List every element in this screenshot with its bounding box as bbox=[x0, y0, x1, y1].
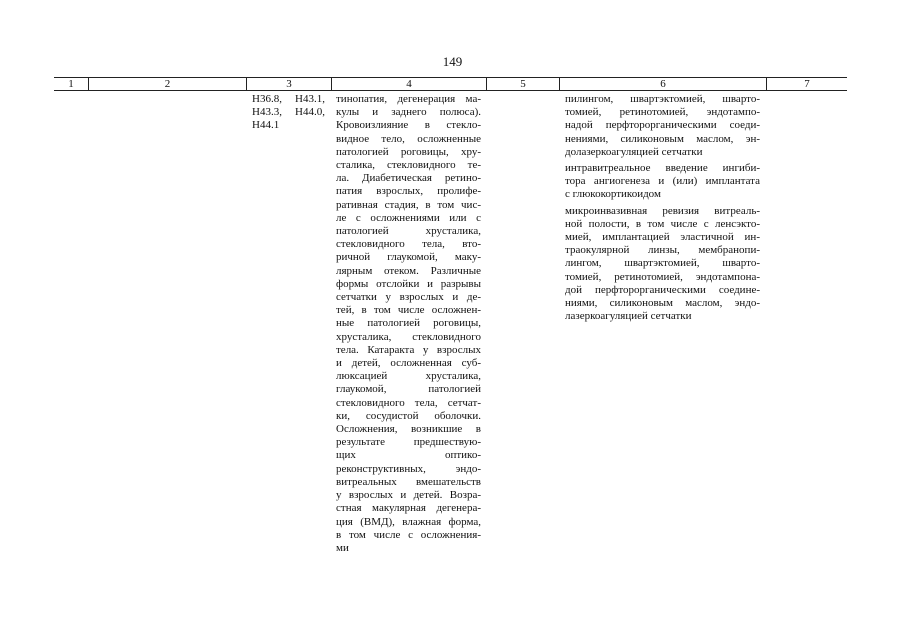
text-line: витреальных вмешательств bbox=[336, 475, 481, 488]
page-number: 149 bbox=[442, 54, 463, 69]
text-line: люксацией хрусталика, bbox=[336, 370, 481, 383]
cell-icd-codes bbox=[252, 93, 325, 133]
text-line: хрусталика, стекловидного bbox=[336, 330, 481, 343]
treatment-block-3 bbox=[565, 205, 760, 324]
text-line: в том числе с осложнения- bbox=[336, 528, 481, 541]
text-line: видное тело, осложненные bbox=[336, 132, 481, 145]
text-line: патологией хрусталика, bbox=[336, 225, 481, 238]
text-line: стная макулярная дегенера- bbox=[336, 502, 481, 515]
text-line: ричной глаукомой, маку- bbox=[336, 251, 481, 264]
text-line: тей, в том числе осложнен- bbox=[336, 304, 481, 317]
text-line: ные патологией роговицы, bbox=[336, 317, 481, 330]
text-line: нениями, силиконовым маслом, эн- bbox=[565, 132, 760, 145]
icd-codes-line: H44.1 bbox=[252, 119, 280, 132]
text-line: сталика, стекловидного те- bbox=[336, 159, 481, 172]
text-line: лазеркоагуляцией сетчатки bbox=[565, 310, 692, 323]
text-line: пилингом, швартэктомией, шварто- bbox=[565, 93, 760, 105]
text-line: патологией роговицы, хру- bbox=[336, 145, 481, 158]
table-header-row bbox=[54, 77, 847, 91]
text-line: у взрослых и детей. Возра- bbox=[336, 489, 481, 502]
text-line: результате предшествую- bbox=[336, 436, 481, 449]
cell-treatment bbox=[565, 93, 760, 323]
text-line: долазеркоагуляцией сетчатки bbox=[565, 145, 703, 158]
data-table bbox=[54, 77, 847, 591]
column-header-5: 5 bbox=[486, 78, 559, 90]
column-header-2: 2 bbox=[88, 78, 246, 90]
text-line: стекловидного тела, вто- bbox=[336, 238, 481, 251]
text-line: тела. Катаракта у взрослых bbox=[336, 343, 481, 356]
text-line: с глюкокортикоидом bbox=[565, 188, 661, 201]
icd-codes-line: H36.8, H43.1, bbox=[252, 93, 325, 105]
text-line: ки, сосудистой оболочки. bbox=[336, 409, 481, 422]
text-line: тинопатия, дегенерация ма- bbox=[336, 93, 481, 105]
column-header-6: 6 bbox=[559, 78, 766, 90]
text-line: ниями, силиконовым маслом, эндо- bbox=[565, 297, 760, 310]
treatment-block-2 bbox=[565, 162, 760, 202]
text-line: формы отслойки и разрывы bbox=[336, 277, 481, 290]
treatment-block-1 bbox=[565, 93, 760, 159]
text-line: траокулярной линзы, мембранопи- bbox=[565, 244, 760, 257]
text-line: микроинвазивная ревизия витреаль- bbox=[565, 204, 760, 217]
text-line: реконструктивных, эндо- bbox=[336, 462, 481, 475]
text-line: Осложнения, возникшие в bbox=[336, 423, 481, 436]
text-line: глаукомой, патологией bbox=[336, 383, 481, 396]
text-line: тора ангиогенеза и (или) имплантата bbox=[565, 175, 760, 188]
text-line: сетчатки у взрослых и де- bbox=[336, 291, 481, 304]
text-line: томией, ретинотомией, эндотампо- bbox=[565, 106, 760, 119]
text-line: томией, ретинотомией, эндотампона- bbox=[565, 270, 760, 283]
text-line: ративная стадия, в том чис- bbox=[336, 198, 481, 211]
column-header-3: 3 bbox=[246, 78, 331, 90]
text-line: щих оптико- bbox=[336, 449, 481, 462]
column-header-7: 7 bbox=[766, 78, 847, 90]
text-line: и детей, осложненная суб- bbox=[336, 357, 481, 370]
text-line: ла. Диабетическая ретино- bbox=[336, 172, 481, 185]
text-line: патия взрослых, пролифе- bbox=[336, 185, 481, 198]
text-line: лярным отеком. Различные bbox=[336, 264, 481, 277]
text-line: мией, имплантацией эластичной ин- bbox=[565, 231, 760, 244]
cell-diagnosis bbox=[336, 93, 481, 555]
text-line: ле с осложнениями или с bbox=[336, 211, 481, 224]
text-line: лингом, швартэктомией, шварто- bbox=[565, 257, 760, 270]
column-header-4: 4 bbox=[331, 78, 486, 90]
column-header-1: 1 bbox=[68, 78, 74, 90]
table-row bbox=[54, 91, 847, 591]
text-line: ми bbox=[336, 541, 349, 554]
text-line: дой перфторорганическими соедине- bbox=[565, 283, 760, 296]
icd-codes-line: H43.3, H44.0, bbox=[252, 106, 325, 119]
text-line: интравитреальное введение ингиби- bbox=[565, 162, 760, 175]
text-line: кулы и заднего полюса). bbox=[336, 106, 481, 119]
text-line: надой перфторорганическими соеди- bbox=[565, 119, 760, 132]
text-line: ция (ВМД), влажная форма, bbox=[336, 515, 481, 528]
text-line: ной полости, в том числе с ленсэкто- bbox=[565, 217, 760, 230]
text-line: Кровоизлияние в стекло- bbox=[336, 119, 481, 132]
text-line: стекловидного тела, сетчат- bbox=[336, 396, 481, 409]
